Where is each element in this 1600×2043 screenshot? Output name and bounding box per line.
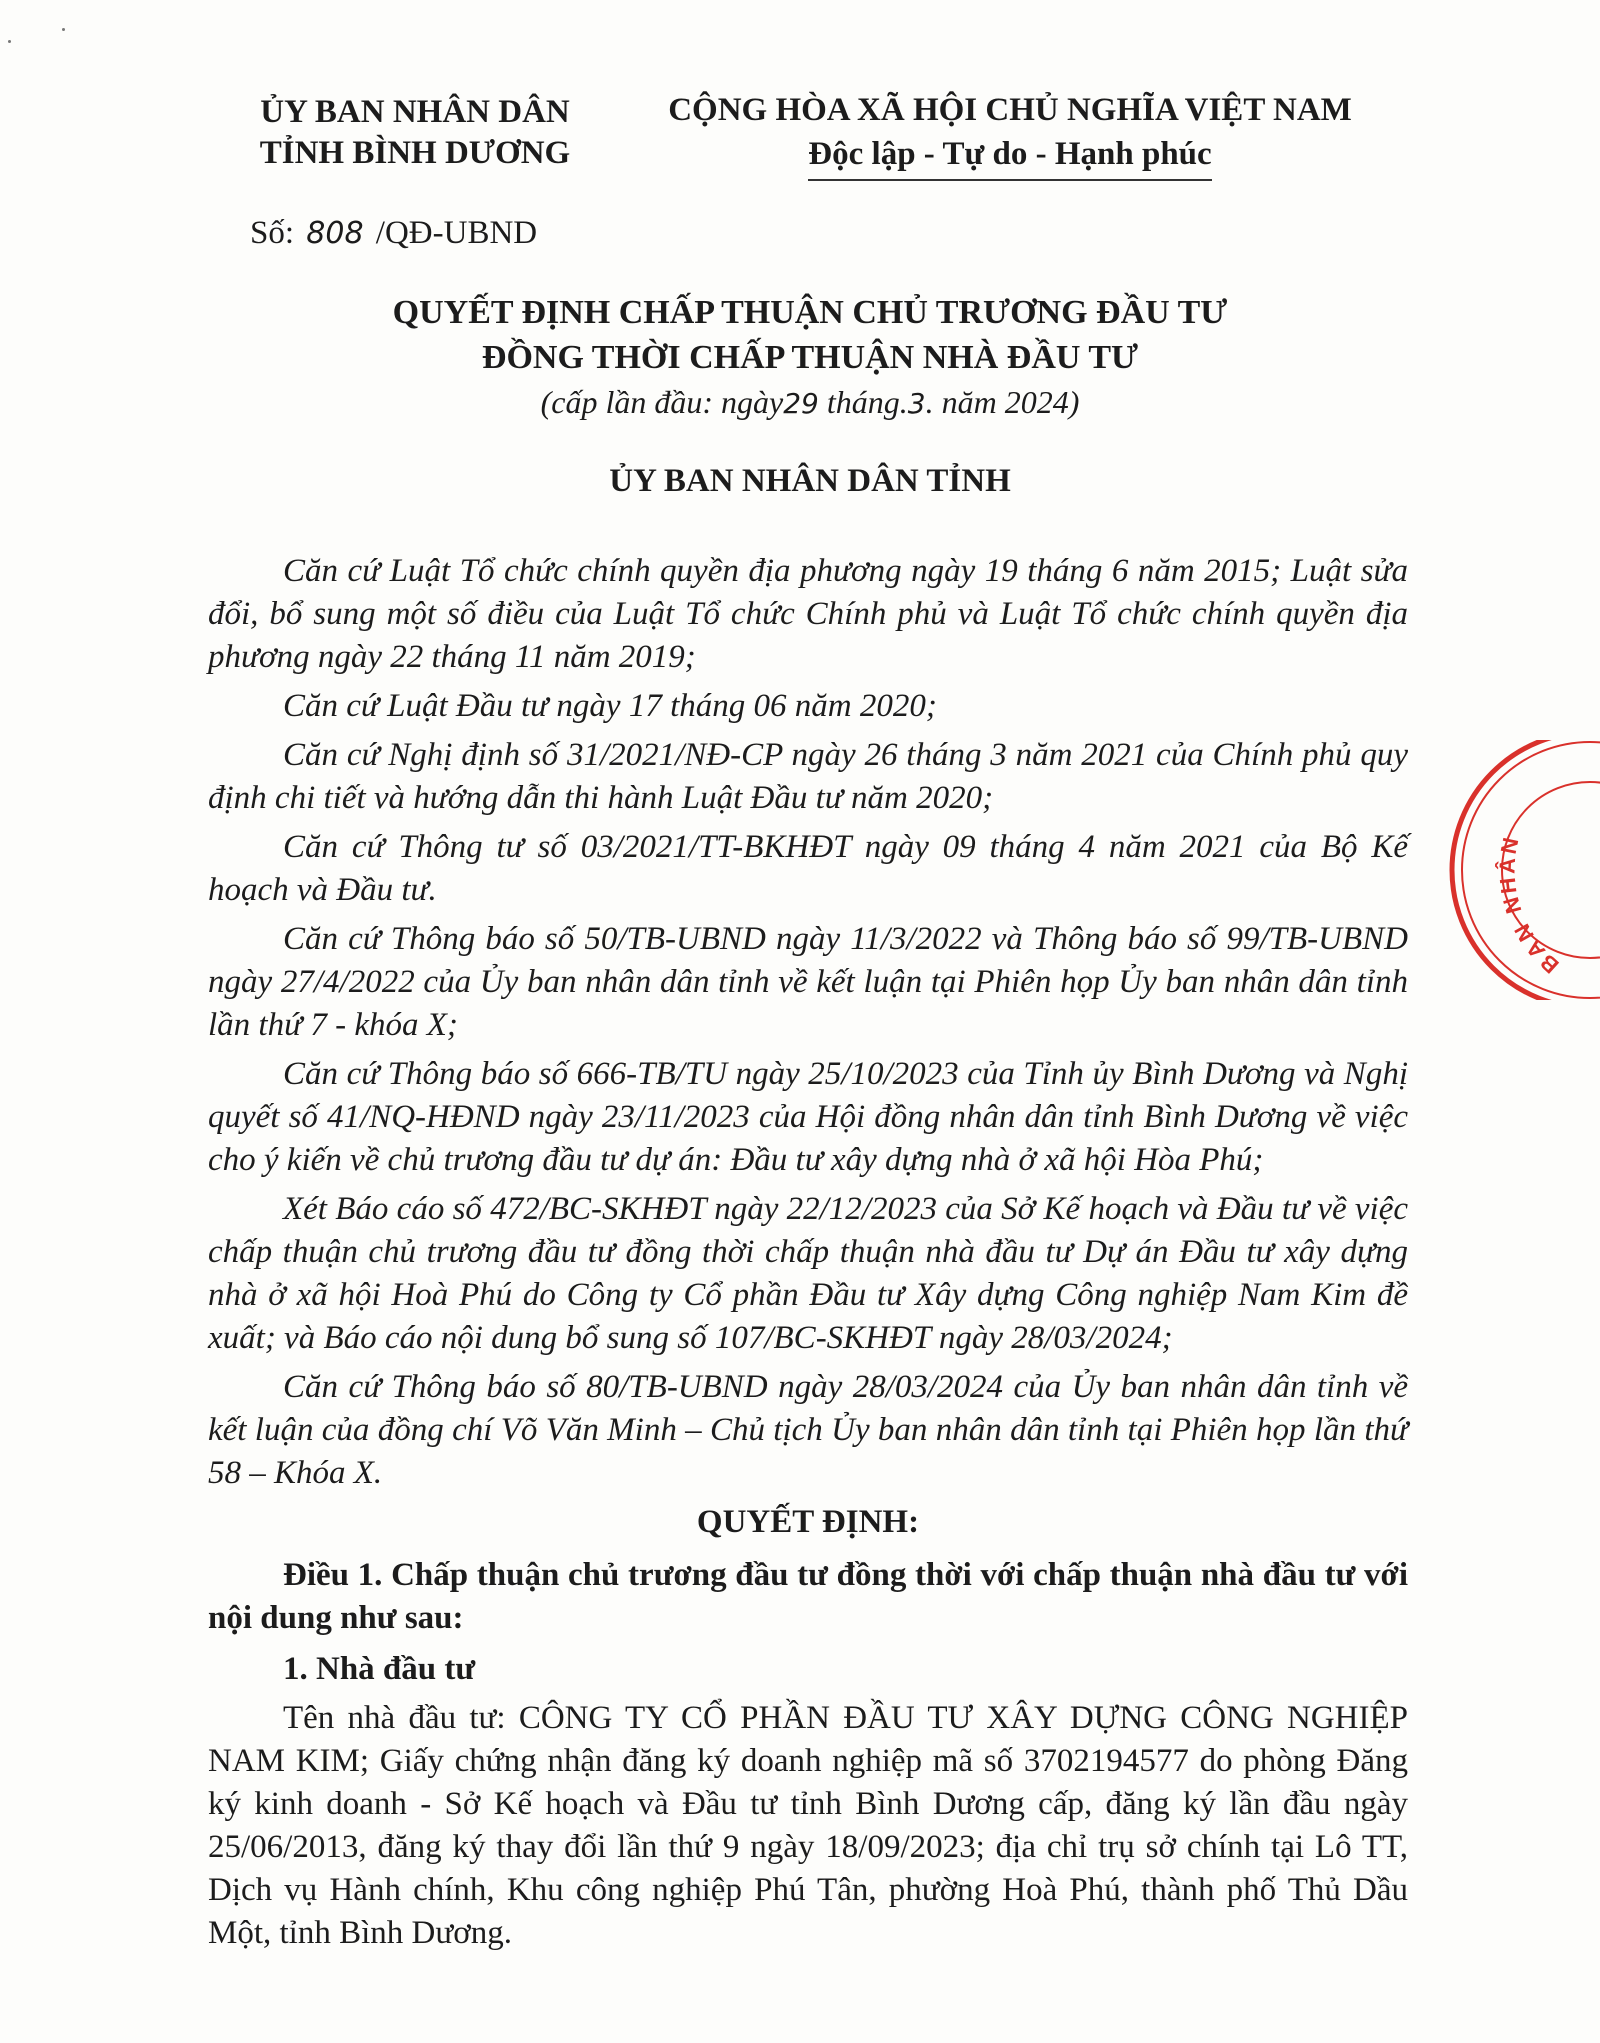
issue-date: (cấp lần đầu: ngày29 tháng.3. năm 2024) xyxy=(540,384,1080,420)
seal-text: BAN NHÂN xyxy=(1494,832,1564,979)
legal-basis: Căn cứ Thông tư số 03/2021/TT-BKHĐT ngày 09 tháng 4 năm 2021 của Bộ Kế hoạch và Đầu tư. xyxy=(208,829,1408,908)
legal-basis: Xét Báo cáo số 472/BC-SKHĐT ngày 22/12/2023 của Sở Kế hoạch và Đầu tư về việc chấp thuận chủ trương đầu tư đồng thời chấp thuận nhà đầu tư Dự án Đầu tư xây dựng nhà ở xã hội Hoà Phú do Công ty Cổ phần Đầu tư Xây dựng Công nghiệp Nam Kim đề xuất; và Báo cáo nội dung bổ sung số 107/BC-SKHĐT ngày 28/03/2024; xyxy=(208,1191,1408,1356)
legal-basis: Căn cứ Thông báo số 50/TB-UBND ngày 11/3/2022 và Thông báo số 99/TB-UBND ngày 27/4/2022 của Ủy ban nhân dân tỉnh về kết luận tại Phiên họp Ủy ban nhân dân tỉnh lần thứ 7 - khóa X; xyxy=(208,921,1408,1043)
legal-basis: Căn cứ Luật Tổ chức chính quyền địa phương ngày 19 tháng 6 năm 2015; Luật sửa đổi, bổ sung một số điều của Luật Tổ chức Chính phủ và Luật Tổ chức chính quyền địa phương ngày 22 tháng 11 năm 2019; xyxy=(208,553,1408,675)
issue-date-suffix: . năm 2024) xyxy=(925,384,1080,420)
legal-basis: Căn cứ Nghị định số 31/2021/NĐ-CP ngày 26 tháng 3 năm 2021 của Chính phủ quy định chi tiết và hướng dẫn thi hành Luật Đầu tư năm 2020; xyxy=(208,737,1408,816)
legal-basis: Căn cứ Thông báo số 666-TB/TU ngày 25/10/2023 của Tỉnh ủy Bình Dương và Nghị quyết số 41/NQ-HĐND ngày 23/11/2023 của Hội đồng nhân dân tỉnh Bình Dương về việc cho ý kiến về chủ trương đầu tư dự án: Đầu tư xây dựng nhà ở xã hội Hòa Phú; xyxy=(208,1056,1408,1178)
document-body xyxy=(208,550,1408,1959)
authority-heading: ỦY BAN NHÂN DÂN TỈNH xyxy=(609,463,1011,499)
document-number xyxy=(250,215,537,252)
national-header xyxy=(640,88,1380,181)
title-line-2: ĐỒNG THỜI CHẤP THUẬN NHÀ ĐẦU TƯ xyxy=(481,339,1139,376)
issuing-authority xyxy=(230,92,600,174)
issue-month-handwritten: 3 xyxy=(907,387,926,420)
document-title xyxy=(200,290,1420,426)
national-name: CỘNG HÒA XÃ HỘI CHỦ NGHĨA VIỆT NAM xyxy=(668,92,1352,128)
section-1-title: 1. Nhà đầu tư xyxy=(283,1651,476,1687)
doc-number-handwritten: 808 xyxy=(306,216,364,251)
doc-number-prefix: Số: xyxy=(250,215,295,251)
issue-day-handwritten: 29 xyxy=(783,387,819,420)
decision-heading: QUYẾT ĐỊNH: xyxy=(696,1504,920,1540)
legal-basis: Căn cứ Luật Đầu tư ngày 17 tháng 06 năm 2020; xyxy=(283,688,937,724)
national-motto: Độc lập - Tự do - Hạnh phúc xyxy=(808,132,1211,181)
authority-line-2: TỈNH BÌNH DƯƠNG xyxy=(259,135,571,171)
red-seal-stamp xyxy=(1440,740,1600,1000)
article-1: Điều 1. Chấp thuận chủ trương đầu tư đồng thời với chấp thuận nhà đầu tư với nội dung như sau: xyxy=(208,1557,1408,1636)
authority-line-1: ỦY BAN NHÂN DÂN xyxy=(260,94,570,130)
scan-speck xyxy=(8,40,11,43)
doc-number-suffix: /QĐ-UBND xyxy=(375,215,538,251)
issue-date-prefix: (cấp lần đầu: ngày xyxy=(540,384,784,420)
title-line-1: QUYẾT ĐỊNH CHẤP THUẬN CHỦ TRƯƠNG ĐẦU TƯ xyxy=(392,294,1228,331)
investor-details: Tên nhà đầu tư: CÔNG TY CỔ PHẦN ĐẦU TƯ XÂY DỰNG CÔNG NGHIỆP NAM KIM; Giấy chứng nhận đăng ký doanh nghiệp mã số 3702194577 do phòng Đăng ký kinh doanh - Sở Kế hoạch và Đầu tư tỉnh Bình Dương cấp, đăng ký lần đầu ngày 25/06/2013, đăng ký thay đổi lần thứ 9 ngày 18/09/2023; địa chỉ trụ sở chính tại Lô TT, Dịch vụ Hành chính, Khu công nghiệp Phú Tân, phường Hoà Phú, thành phố Thủ Dầu Một, tỉnh Bình Dương. xyxy=(208,1700,1408,1951)
svg-text:BAN NHÂN xyxy=(1494,833,1563,979)
issue-date-month-label: tháng xyxy=(826,384,900,420)
scan-speck xyxy=(62,28,65,31)
legal-basis: Căn cứ Thông báo số 80/TB-UBND ngày 28/03/2024 của Ủy ban nhân dân tỉnh về kết luận của đồng chí Võ Văn Minh – Chủ tịch Ủy ban nhân dân tỉnh tại Phiên họp lần thứ 58 – Khóa X. xyxy=(208,1369,1408,1491)
